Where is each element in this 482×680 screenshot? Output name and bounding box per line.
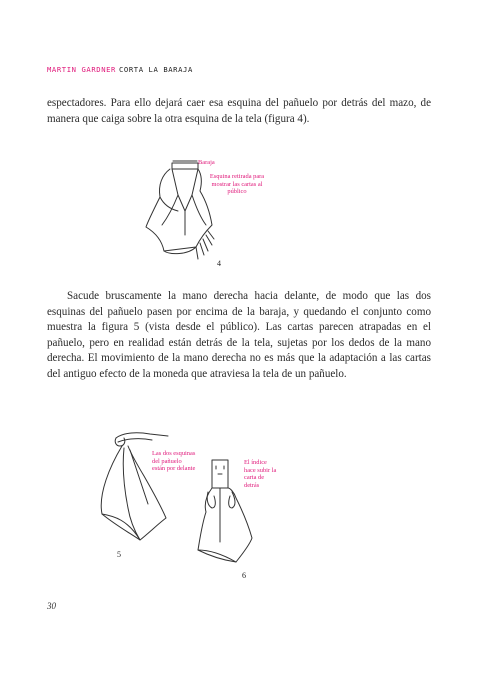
header-title: CORTA LA BARAJA	[118, 65, 193, 74]
running-header	[47, 65, 193, 74]
paragraph-2: Sacude bruscamente la mano derecha hacia delante, de modo que las dos esquinas del pañuelo pasen por encima de la baraja, y quedando el conjunto como muestra la figura 5 (vista desde el público). Las cartas parecen atrapadas en el pañuelo, pero en realidad están detrás de la tela, sujetas por los dedos de la mano derecha. El movimiento de la mano derecha no es más que la adaptación a las cartas del antiguo efecto de la moneda que atraviesa la tela de un pañuelo.	[47, 290, 431, 380]
figure-4-number: 4	[217, 259, 221, 268]
figure-4-illustration	[140, 155, 230, 263]
header-author: MARTIN GARDNER	[47, 65, 116, 74]
page-number: 30	[47, 601, 56, 611]
figure-5-illustration	[94, 428, 174, 546]
paragraph-1: espectadores. Para ello dejará caer esa esquina del pañuelo por detrás del mazo, de manera que caiga sobre la otra esquina de la tela (figura 4).	[47, 97, 431, 125]
figure-5-number: 5	[117, 550, 121, 559]
figure-4-label-esquina: Esquina retirada para mostrar las cartas al público	[209, 173, 265, 196]
figure-4-label-baraja: Baraja	[198, 159, 215, 166]
figure-5-label: Las dos esquinas del pañuelo están por delante	[152, 450, 196, 473]
figure-6-label: El índice hace subir la carta de detrás	[244, 459, 277, 489]
figure-6-number: 6	[242, 571, 246, 580]
